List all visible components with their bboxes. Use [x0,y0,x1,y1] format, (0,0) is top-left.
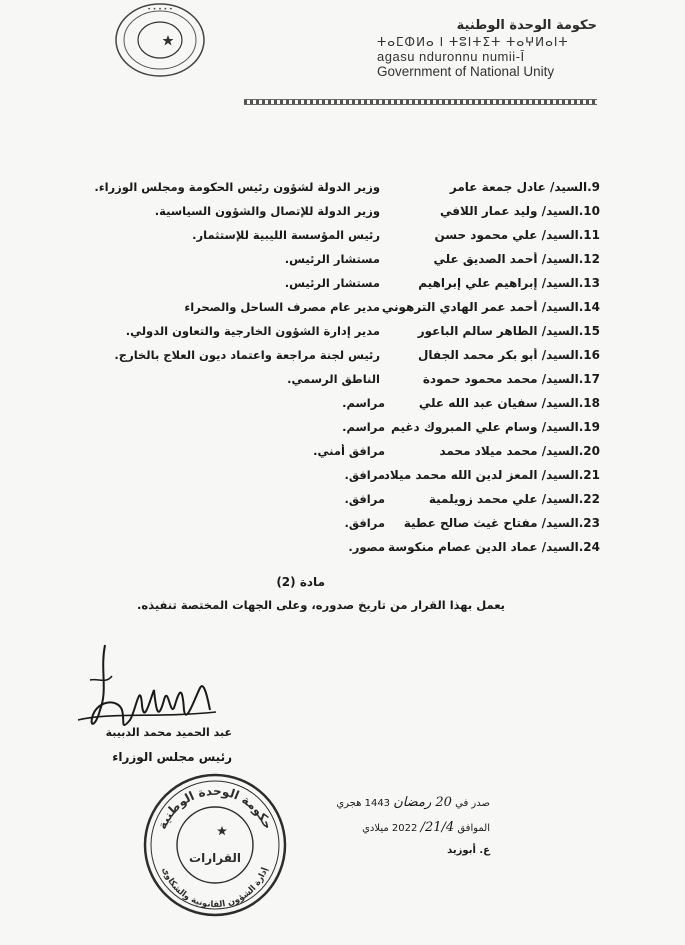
member-row [0,300,685,324]
member-row [0,468,685,492]
signature-scribble [70,640,220,740]
member-position: مراسم. [342,420,385,434]
member-name: 19.السيد/ وسام علي المبروك دغيم [391,420,600,434]
svg-text:• • • • •: • • • • • [147,6,173,13]
header-divider [244,99,597,105]
member-position: مدير إدارة الشؤون الخارجية والتعاون الدولي. [125,324,380,338]
member-name: 22.السيد/ علي محمد زويلمية [428,492,600,506]
member-row [0,324,685,348]
member-row [0,204,685,228]
stamp-top-text: حكومة الوحدة الوطنية [154,783,276,832]
member-name: 12.السيد/ أحمد الصديق علي [433,252,600,266]
member-name: 24.السيد/ عماد الدين عصام منكوسة [387,540,600,554]
member-position: الناطق الرسمي. [287,372,380,386]
greg-label: الموافق [457,823,490,834]
signer-name: عبد الحميد محمد الدبيبة [105,726,232,739]
member-row [0,516,685,540]
member-row [0,444,685,468]
member-position: مرافق. [344,492,385,506]
stamp-bottom-text: إدارة الشؤون القانونية والشكاوى [159,866,271,911]
issuer-initials: ع. أبوزيد [447,845,490,856]
member-row [0,276,685,300]
member-position: مراسم. [342,396,385,410]
hijri-label: صدر في [455,798,490,809]
member-position: مستشار الرئيس. [284,252,380,266]
government-seal-icon [112,2,208,78]
member-row [0,420,685,444]
greg-year: 2022 ميلادي [362,823,418,834]
member-name: 14.السيد/ أحمد عمر الهادي الترهوني [381,300,600,314]
member-position: رئيس لجنة مراجعة واعتماد ديون العلاج بالخارج. [114,348,380,362]
header-tifinagh: ⵜⴰⵎⵀⵍⴰ ⵏ ⵜⵓⵏⵜⵉⵜ ⵜⴰⵖⵍⴰⵏⵜ [377,35,569,49]
member-position: مصور. [348,540,385,554]
member-position: مستشار الرئيس. [284,276,380,290]
member-row [0,492,685,516]
header-english: Government of National Unity [377,64,555,79]
issued-hijri [250,795,490,810]
government-header [377,18,597,79]
member-name: 17.السيد/ محمد محمود حمودة [422,372,600,386]
member-row [0,228,685,252]
member-name: 15.السيد/ الطاهر سالم الباعور [417,324,600,338]
header-latin-amazigh: agasu nduronnu numii-Ī [377,49,525,64]
stamp-center-text: القرارات [189,851,241,865]
closing-clause: يعمل بهذا القرار من تاريخ صدوره، وعلى الجهات المختصة تنفيذه. [137,598,505,612]
member-name: 9.السيد/ عادل جمعة عامر [449,180,600,194]
member-name: 10.السيد/ وليد عمار اللافي [439,204,600,218]
hijri-year: 1443 هجري [336,798,391,809]
member-position: وزير الدولة لشؤون رئيس الحكومة ومجلس الوزراء. [94,180,380,194]
member-position: مدير عام مصرف الساحل والصحراء [184,300,380,314]
member-row [0,180,685,204]
member-name: 11.السيد/ علي محمود حسن [434,228,600,242]
member-row [0,396,685,420]
member-position: رئيس المؤسسة الليبية للإستثمار. [192,228,380,242]
article-heading: مادة (2) [276,575,325,589]
member-position: مرافق. [344,516,385,530]
member-position: مرافق أمني. [313,444,385,458]
signer-title: رئيس مجلس الوزراء [112,750,232,764]
member-row [0,252,685,276]
member-row [0,348,685,372]
member-row [0,540,685,564]
header-arabic: حكومة الوحدة الوطنية [456,18,597,33]
member-row [0,372,685,396]
member-position: وزير الدولة للإتصال والشؤون السياسية. [154,204,380,218]
member-name: 13.السيد/ إبراهيم علي إبراهيم [418,276,600,290]
member-name: 18.السيد/ سفيان عبد الله علي [418,396,600,410]
issued-gregorian [250,820,490,835]
member-position: مرافق. [344,468,385,482]
member-name: 20.السيد/ محمد ميلاد محمد [439,444,600,458]
member-name: 16.السيد/ أبو بكر محمد الجفال [418,348,600,362]
member-name: 23.السيد/ مفتاح غيث صالح عطية [403,516,600,530]
greg-handwritten: 21/4/ [420,820,455,835]
member-name: 21.السيد/ المعز لدين الله محمد ميلاد [383,468,600,482]
hijri-handwritten: 20 رمضان [393,795,452,810]
